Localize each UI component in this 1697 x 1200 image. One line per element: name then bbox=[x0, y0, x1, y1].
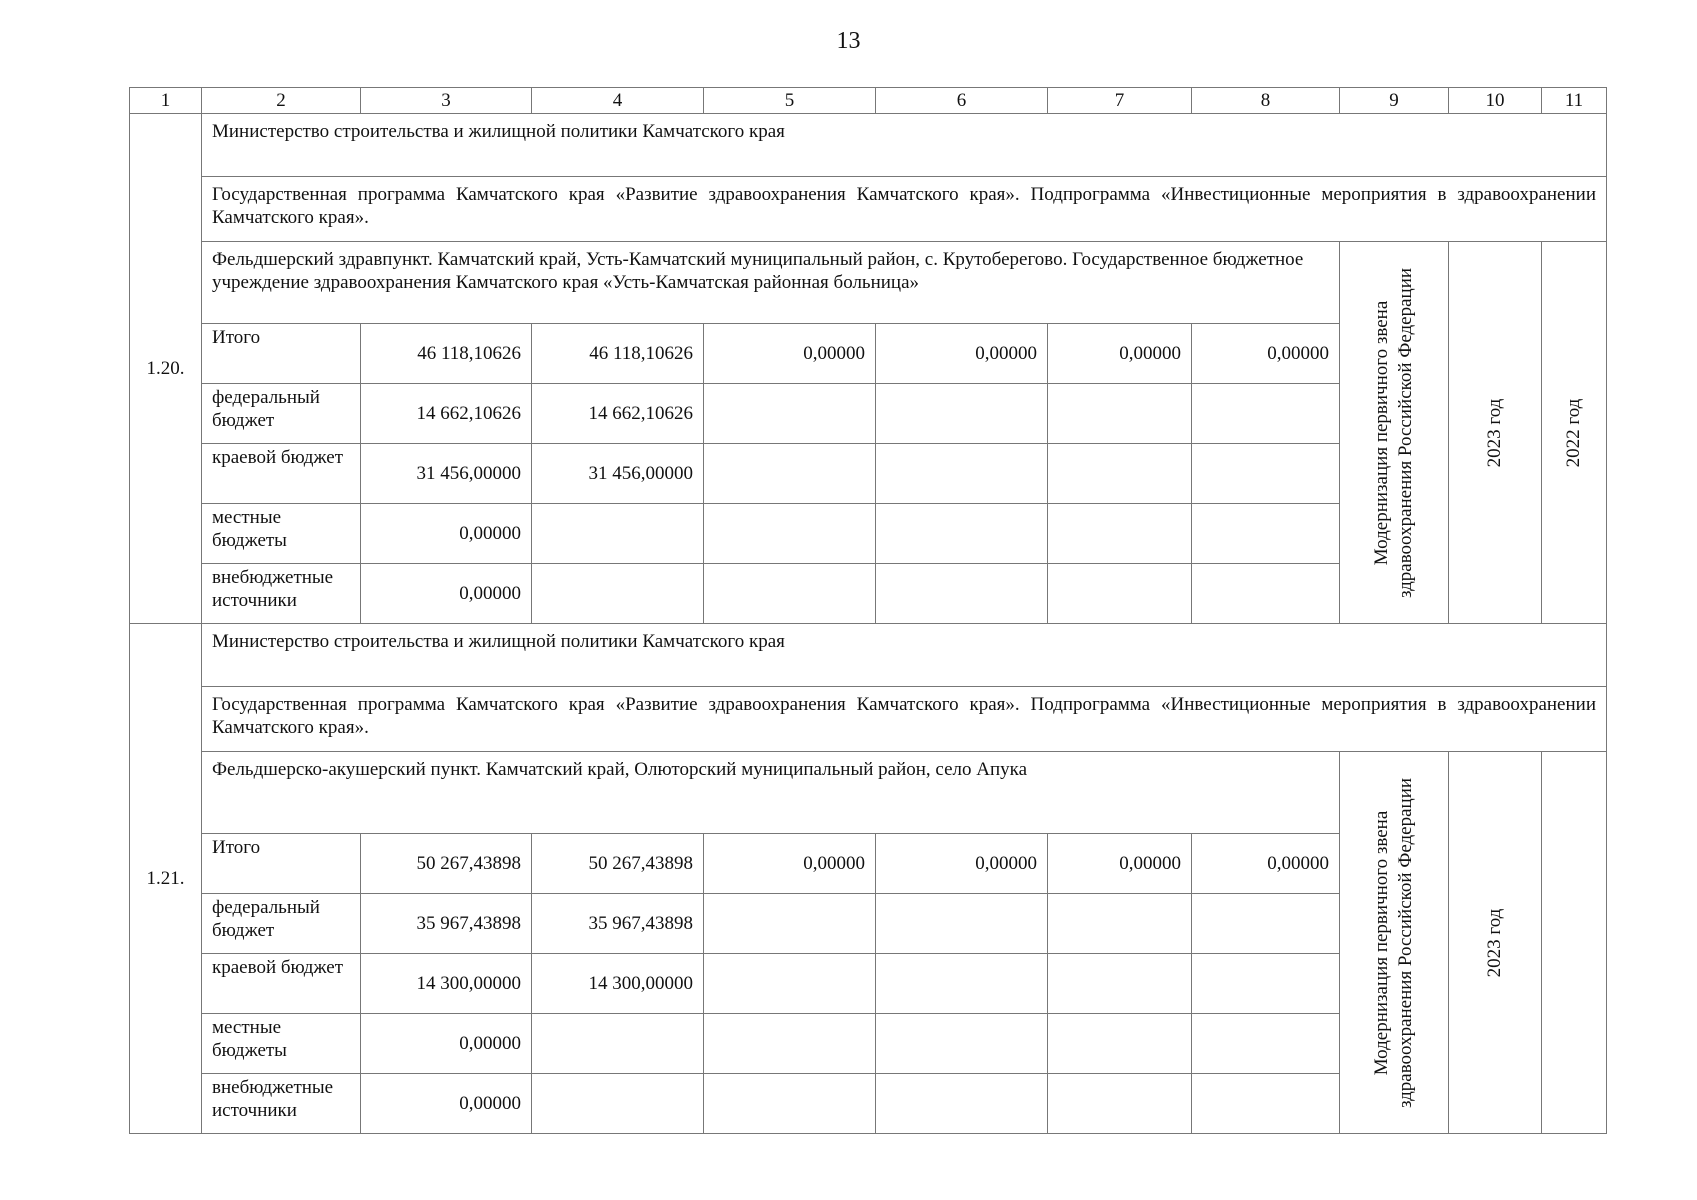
object-row bbox=[130, 242, 1607, 324]
program-name: Государственная программа Камчатского края «Развитие здравоохранения Камчатского края». Подпрограмма «Инвестиционные мероприятия в здравоохранении Камчатского края». bbox=[202, 687, 1607, 752]
value-cell: 50 267,43898 bbox=[532, 834, 704, 894]
empty-cell bbox=[704, 504, 876, 564]
empty-cell bbox=[1192, 564, 1340, 624]
row-label: Итого bbox=[202, 834, 361, 894]
value-cell: 14 300,00000 bbox=[532, 954, 704, 1014]
row-label: внебюджетные источники bbox=[202, 1074, 361, 1134]
row-label: внебюджетные источники bbox=[202, 564, 361, 624]
project-name-cell bbox=[1340, 242, 1449, 624]
value-cell: 0,00000 bbox=[361, 1014, 532, 1074]
column-header: 1 bbox=[130, 88, 202, 114]
value-cell: 46 118,10626 bbox=[532, 324, 704, 384]
empty-cell bbox=[704, 444, 876, 504]
value-cell: 31 456,00000 bbox=[361, 444, 532, 504]
ministry-name: Министерство строительства и жилищной политики Камчатского края bbox=[202, 114, 1607, 177]
empty-cell bbox=[704, 1014, 876, 1074]
ministry-row bbox=[130, 114, 1607, 177]
column-header: 11 bbox=[1542, 88, 1607, 114]
value-cell: 0,00000 bbox=[704, 834, 876, 894]
year-cell bbox=[1542, 752, 1607, 1134]
row-label: местные бюджеты bbox=[202, 1014, 361, 1074]
empty-cell bbox=[876, 384, 1048, 444]
value-cell: 35 967,43898 bbox=[361, 894, 532, 954]
empty-cell bbox=[704, 1074, 876, 1134]
value-cell: 50 267,43898 bbox=[361, 834, 532, 894]
project-name-line: здравоохранения Российской Федерации bbox=[1395, 267, 1416, 598]
row-label: местные бюджеты bbox=[202, 504, 361, 564]
empty-cell bbox=[876, 954, 1048, 1014]
year-text: 2022 год bbox=[1563, 398, 1584, 467]
value-cell: 0,00000 bbox=[361, 504, 532, 564]
empty-cell bbox=[1048, 1014, 1192, 1074]
empty-cell bbox=[876, 504, 1048, 564]
empty-cell bbox=[532, 504, 704, 564]
empty-cell bbox=[1192, 1074, 1340, 1134]
column-header: 3 bbox=[361, 88, 532, 114]
column-header: 4 bbox=[532, 88, 704, 114]
section-number: 1.20. bbox=[130, 114, 202, 624]
empty-cell bbox=[1192, 384, 1340, 444]
empty-cell bbox=[876, 564, 1048, 624]
empty-cell bbox=[532, 1014, 704, 1074]
column-header: 5 bbox=[704, 88, 876, 114]
project-name-line: Модернизация первичного звена bbox=[1371, 810, 1392, 1075]
empty-cell bbox=[1048, 444, 1192, 504]
budget-table bbox=[129, 87, 1607, 1134]
empty-cell bbox=[1048, 954, 1192, 1014]
value-cell: 0,00000 bbox=[361, 1074, 532, 1134]
empty-cell bbox=[1048, 564, 1192, 624]
empty-cell bbox=[704, 564, 876, 624]
empty-cell bbox=[1192, 1014, 1340, 1074]
ministry-name: Министерство строительства и жилищной политики Камчатского края bbox=[202, 624, 1607, 687]
value-cell: 31 456,00000 bbox=[532, 444, 704, 504]
column-header: 2 bbox=[202, 88, 361, 114]
empty-cell bbox=[704, 384, 876, 444]
value-cell: 0,00000 bbox=[1048, 834, 1192, 894]
row-label: краевой бюджет bbox=[202, 444, 361, 504]
year-cell bbox=[1449, 752, 1542, 1134]
object-name: Фельдшерско-акушерский пункт. Камчатский край, Олюторский муниципальный район, село Апука bbox=[202, 752, 1340, 834]
empty-cell bbox=[1192, 444, 1340, 504]
program-row bbox=[130, 687, 1607, 752]
column-number-header-row bbox=[130, 88, 1607, 114]
empty-cell bbox=[876, 444, 1048, 504]
empty-cell bbox=[1048, 504, 1192, 564]
row-label: федеральный бюджет bbox=[202, 894, 361, 954]
object-row bbox=[130, 752, 1607, 834]
page-number: 13 bbox=[836, 28, 861, 54]
value-cell: 0,00000 bbox=[876, 834, 1048, 894]
year-text: 2023 год bbox=[1484, 398, 1505, 467]
empty-cell bbox=[1192, 504, 1340, 564]
project-name-line: Модернизация первичного звена bbox=[1371, 300, 1392, 565]
value-cell: 14 300,00000 bbox=[361, 954, 532, 1014]
row-label: федеральный бюджет bbox=[202, 384, 361, 444]
ministry-row bbox=[130, 624, 1607, 687]
empty-cell bbox=[876, 1074, 1048, 1134]
row-label: краевой бюджет bbox=[202, 954, 361, 1014]
empty-cell bbox=[1192, 954, 1340, 1014]
program-row bbox=[130, 177, 1607, 242]
empty-cell bbox=[876, 1014, 1048, 1074]
value-cell: 0,00000 bbox=[1048, 324, 1192, 384]
row-label: Итого bbox=[202, 324, 361, 384]
year-cell bbox=[1449, 242, 1542, 624]
value-cell: 46 118,10626 bbox=[361, 324, 532, 384]
column-header: 9 bbox=[1340, 88, 1449, 114]
project-name-line: здравоохранения Российской Федерации bbox=[1395, 777, 1416, 1108]
value-cell: 0,00000 bbox=[704, 324, 876, 384]
value-cell: 0,00000 bbox=[361, 564, 532, 624]
value-cell: 14 662,10626 bbox=[532, 384, 704, 444]
empty-cell bbox=[1048, 384, 1192, 444]
program-name: Государственная программа Камчатского края «Развитие здравоохранения Камчатского края». Подпрограмма «Инвестиционные мероприятия в здравоохранении Камчатского края». bbox=[202, 177, 1607, 242]
value-cell: 35 967,43898 bbox=[532, 894, 704, 954]
project-name-cell bbox=[1340, 752, 1449, 1134]
empty-cell bbox=[532, 1074, 704, 1134]
section-number: 1.21. bbox=[130, 624, 202, 1134]
empty-cell bbox=[532, 564, 704, 624]
empty-cell bbox=[1048, 894, 1192, 954]
column-header: 8 bbox=[1192, 88, 1340, 114]
value-cell: 0,00000 bbox=[1192, 324, 1340, 384]
empty-cell bbox=[1048, 1074, 1192, 1134]
value-cell: 0,00000 bbox=[1192, 834, 1340, 894]
object-name: Фельдшерский здравпункт. Камчатский край, Усть-Камчатский муниципальный район, с. Крутоберегово. Государственное бюджетное учреждение здравоохранения Камчатского края «Усть-Камчатская районная больница» bbox=[202, 242, 1340, 324]
value-cell: 0,00000 bbox=[876, 324, 1048, 384]
column-header: 6 bbox=[876, 88, 1048, 114]
empty-cell bbox=[704, 894, 876, 954]
year-text: 2023 год bbox=[1484, 908, 1505, 977]
empty-cell bbox=[704, 954, 876, 1014]
empty-cell bbox=[1192, 894, 1340, 954]
value-cell: 14 662,10626 bbox=[361, 384, 532, 444]
empty-cell bbox=[876, 894, 1048, 954]
column-header: 10 bbox=[1449, 88, 1542, 114]
column-header: 7 bbox=[1048, 88, 1192, 114]
year-cell bbox=[1542, 242, 1607, 624]
